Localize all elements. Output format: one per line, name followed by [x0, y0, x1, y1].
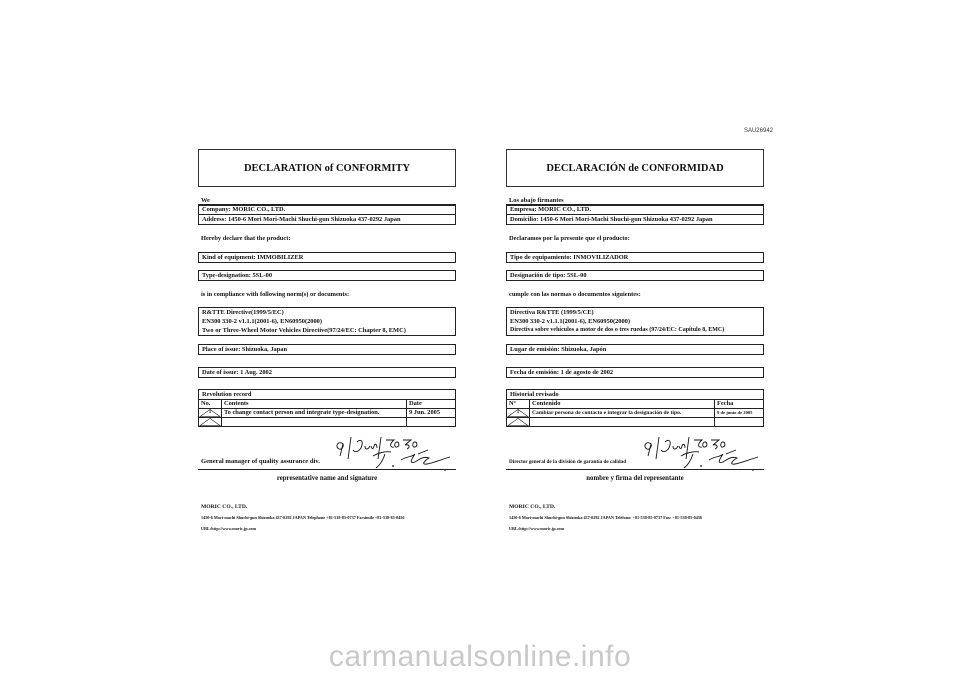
date-box [198, 367, 456, 378]
revision-table [506, 389, 764, 427]
type-line: Type-designation: 5SL-00 [202, 272, 273, 279]
compliance-text: cumple con las normas o documentos siguientes: [509, 291, 641, 298]
directive-box [198, 307, 456, 336]
row-no-cell: 1 [199, 409, 222, 418]
date-line: Date of issue: 1 Aug. 2002 [202, 369, 272, 376]
directive-box [506, 307, 764, 336]
footer-address: 1450-6 Mori-machi Shuchi-gun Shizuoka 437-0292 JAPAN Telephone +81-538-85-0737 Facsimile +81-538-85-0456 [201, 515, 405, 520]
col-contents: Contenido [530, 400, 715, 409]
row-date: 9 Jun. 2005 [407, 409, 456, 418]
equipment-box [506, 252, 764, 263]
col-no: Nº [507, 400, 530, 409]
page-title: DECLARATION of CONFORMITY [198, 149, 456, 187]
place-line: Place of issue: Shizuoka, Japan [202, 346, 288, 353]
declaration-english [198, 149, 456, 539]
signer-title: Director general de la división de garantía de calidad [509, 459, 627, 465]
table-header-row [199, 400, 455, 409]
col-contents: Contents [222, 400, 407, 409]
type-line: Designación de tipo: 5SL-00 [510, 272, 587, 279]
handwritten-signature [323, 434, 458, 474]
equipment-line: Kind of equipment: IMMOBILIZER [202, 254, 304, 261]
declare-text: Declaramos por la presente que el producto: [509, 235, 630, 242]
address-line: Domicilio: 1450-6 Mori Mori-Machi Shuchi-gun Shizuoka 437-0292 Japan [507, 214, 763, 224]
type-box [198, 270, 456, 281]
directive-line: EN300 330-2 v1.1.1(2001-6), EN60950(2000) [510, 318, 630, 325]
row-contents: Cambiar persona de contacto e integrar la designación de tipo. [530, 409, 715, 418]
company-box [198, 204, 456, 225]
row-contents: To change contact person and integrate type-designation. [222, 409, 407, 418]
company-line: Empresa: MORIC CO., LTD. [510, 206, 591, 213]
footer-url: URL:http://www.moric.jp.com [509, 526, 565, 531]
rep-label: representative name and signature [276, 475, 378, 482]
place-box [506, 344, 764, 355]
signature-line [506, 469, 764, 470]
equipment-box [198, 252, 456, 263]
table-row [507, 418, 763, 427]
handwritten-signature [631, 434, 766, 474]
directive-line: Directiva R&TTE (1999/5/CE) [510, 309, 594, 316]
col-no: No. [199, 400, 222, 409]
rep-label: nombre y firma del representante [586, 475, 684, 482]
empty-no-cell [507, 418, 530, 427]
directive-line: R&TTE Directive(1999/5/EC) [202, 309, 284, 316]
date-line: Fecha de emisión: 1 de agosto de 2002 [510, 369, 614, 376]
table-title: Revolution record [199, 390, 455, 400]
equipment-line: Tipo de equipamiento: INMOVILIZADOR [510, 254, 629, 261]
empty-no-cell [199, 418, 222, 427]
declaration-spanish [506, 149, 764, 539]
table-title: Historial revisado [507, 390, 763, 400]
address-line: Address: 1450-6 Mori Mori-Machi Shuchi-gun Shizuoka 437-0292 Japan [199, 214, 455, 224]
declare-text: Hereby declare that the product: [201, 235, 291, 242]
row-no-cell: 1 [507, 409, 530, 418]
table-header-row [507, 400, 763, 409]
row-date: 9 de junio de 2005 [715, 409, 764, 418]
directive-line: Two or Three-Wheel Motor Vehicles Directive(97/24/EC: Chapter 8, EMC) [202, 327, 406, 334]
directive-line: EN300 330-2 v1.1.1(2001-6), EN60950(2000) [202, 318, 322, 325]
revision-table [198, 389, 456, 427]
directive-line: Directiva sobre vehículos a motor de dos o tres ruedas (97/24/EC: Capítulo 8, EMC) [510, 327, 725, 333]
we-label: We [198, 196, 456, 206]
place-line: Lugar de emisión: Shizuoka, Japón [510, 346, 607, 353]
page-code: SAU26942 [743, 128, 773, 134]
footer-company: MORIC CO., LTD. [509, 504, 556, 510]
company-line: Company: MORIC CO., LTD. [202, 206, 286, 213]
table-row [199, 409, 455, 418]
page-title: DECLARACIÓN de CONFORMIDAD [506, 149, 764, 187]
col-date: Fecha [715, 400, 764, 409]
type-box [506, 270, 764, 281]
footer-url: URL:http://www.moric.jp.com [201, 526, 257, 531]
footer-address: 1450-6 Mori-machi Shuchi-gun Shizuoka 437-0292 JAPAN Teléfono: +81-538-85-0737 Fax: +81-538-85-0456 [509, 515, 703, 520]
place-box [198, 344, 456, 355]
date-box [506, 367, 764, 378]
table-row [199, 418, 455, 427]
watermark-logo: carmanualsonline.info [328, 640, 632, 673]
col-date: Date [407, 400, 456, 409]
footer-company: MORIC CO., LTD. [201, 504, 248, 510]
signer-title: General manager of quality assurance div. [201, 458, 320, 465]
signature-line [198, 469, 456, 470]
company-box [506, 204, 764, 225]
table-row [507, 409, 763, 418]
compliance-text: is in compliance with following norm(s) or documents: [201, 291, 350, 298]
we-label: Los abajo firmantes [506, 196, 764, 206]
